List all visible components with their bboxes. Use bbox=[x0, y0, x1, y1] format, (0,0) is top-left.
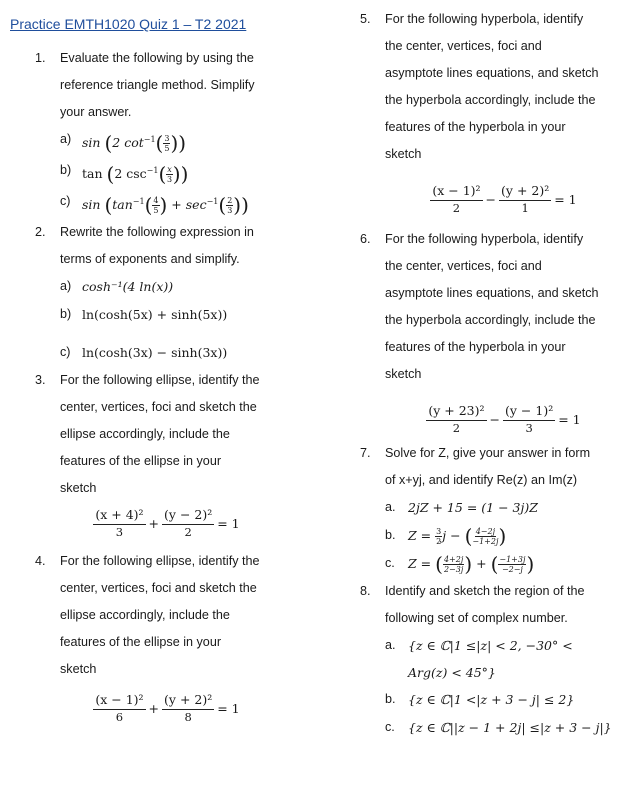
question-text-line: your answer. bbox=[60, 105, 132, 119]
q7-part-c bbox=[360, 550, 630, 578]
question-4 bbox=[8, 548, 308, 683]
q7c-expression: Z = ( $\frac{4+2j}{2-3j}$ ) + ( $\frac{-1+3j}{-2-j}$ ) bbox=[408, 552, 535, 576]
question-8 bbox=[360, 578, 630, 632]
part-label: b) bbox=[60, 163, 72, 178]
part-label: b. bbox=[385, 692, 396, 706]
q2-part-a bbox=[8, 273, 308, 301]
q1-part-c bbox=[8, 188, 308, 219]
question-text-line: following set of complex number. bbox=[385, 611, 568, 625]
part-label: b. bbox=[385, 528, 396, 542]
question-text-line: asymptote lines equations, and sketch bbox=[385, 66, 599, 80]
question-2 bbox=[8, 219, 308, 273]
q8a-expression-line-2: Arg(z) < 45°} bbox=[408, 665, 496, 680]
q8-part-c bbox=[360, 714, 630, 742]
question-number: 3. bbox=[35, 373, 46, 388]
question-text-line: sketch bbox=[60, 481, 97, 496]
part-label: c) bbox=[60, 345, 71, 360]
question-text-line: For the following ellipse, identify the bbox=[60, 373, 260, 388]
question-number: 1. bbox=[35, 51, 46, 65]
question-3 bbox=[8, 367, 308, 502]
question-5 bbox=[360, 6, 630, 168]
q7-part-b bbox=[360, 522, 630, 550]
question-number: 8. bbox=[360, 584, 371, 598]
question-text-line: ellipse accordingly, include the bbox=[60, 427, 230, 442]
part-label: a. bbox=[385, 500, 396, 514]
q7a-expression: 2jZ + 15 = (1 − 3j)Z bbox=[408, 500, 538, 515]
part-label: c. bbox=[385, 556, 395, 570]
q7b-expression: Z = $\frac{3}{2}$ j − ( $\frac{4-2j}{-1+2j}$ ) bbox=[408, 524, 507, 548]
question-number: 7. bbox=[360, 446, 371, 460]
q8-part-a bbox=[360, 632, 630, 686]
q1-part-a bbox=[8, 126, 308, 157]
q3-ellipse-equation: (x + 4)² 3 + $\frac{\text{(y − 2)²}}{2}$ = 1 bbox=[95, 507, 240, 540]
q8b-expression: {z ∈ ℂ|1 <|z + 3 − j| ≤ 2} bbox=[408, 692, 575, 707]
q4-ellipse-equation: (x − 1)² 6 + $\frac{\text{(y + 2)²}}{8}$ = 1 bbox=[95, 692, 240, 725]
q2c-expression: ln(cosh(3x) − sinh(3x)) bbox=[82, 345, 228, 361]
q7-part-a bbox=[360, 494, 630, 522]
question-text-line: the hyperbola accordingly, include the bbox=[385, 313, 596, 327]
q2-part-c bbox=[8, 339, 308, 367]
question-text-line: features of the hyperbola in your bbox=[385, 120, 566, 134]
question-text-line: the center, vertices, foci and bbox=[385, 39, 542, 53]
question-number: 5. bbox=[360, 12, 371, 26]
q1a-expression: sin (2 $\cot^{-1}$( $\frac{3}{5}$ )) bbox=[82, 131, 187, 156]
left-column bbox=[8, 0, 308, 725]
question-text-line: reference triangle method. Simplify bbox=[60, 78, 255, 92]
question-text-line: sketch bbox=[60, 662, 97, 677]
question-text-line: center, vertices, foci and sketch the bbox=[60, 581, 257, 596]
q2a-expression: cosh⁻¹(4 ln(x)) bbox=[82, 279, 174, 295]
q1b-expression: tan (2 $\csc^{-1}$( $\frac{x}{3}$ )) bbox=[82, 162, 189, 187]
question-text-line: terms of exponents and simplify. bbox=[60, 252, 240, 267]
question-text-line: asymptote lines equations, and sketch bbox=[385, 286, 599, 300]
q5-hyperbola-equation: (x − 1)² 2 − $\frac{\text{(y + 2)²}}{1}$ = 1 bbox=[432, 183, 577, 215]
question-text-line: For the following hyperbola, identify bbox=[385, 12, 584, 26]
question-text-line: sketch bbox=[385, 367, 422, 381]
question-text-line: Solve for Z, give your answer in form bbox=[385, 446, 591, 460]
question-7 bbox=[360, 440, 630, 494]
question-6 bbox=[360, 226, 630, 388]
question-text-line: features of the ellipse in your bbox=[60, 635, 222, 650]
question-text-line: For the following ellipse, identify the bbox=[60, 554, 260, 569]
question-text-line: of x+yj, and identify Re(z) an Im(z) bbox=[385, 473, 578, 487]
question-text-line: center, vertices, foci and sketch the bbox=[60, 400, 257, 415]
question-text-line: For the following hyperbola, identify bbox=[385, 232, 584, 246]
question-number: 4. bbox=[35, 554, 46, 569]
q8c-expression: {z ∈ ℂ||z − 1 + 2j| ≤|z + 3 − j|} bbox=[408, 720, 612, 735]
right-column bbox=[360, 0, 630, 742]
part-label: a. bbox=[385, 638, 396, 652]
question-text-line: the center, vertices, foci and bbox=[385, 259, 542, 273]
question-1 bbox=[8, 45, 308, 126]
question-number: 6. bbox=[360, 232, 371, 246]
question-text-line: sketch bbox=[385, 147, 422, 161]
question-text-line: features of the hyperbola in your bbox=[385, 340, 566, 354]
q2-part-b bbox=[8, 301, 308, 329]
question-text-line: the hyperbola accordingly, include the bbox=[385, 93, 596, 107]
question-number: 2. bbox=[35, 225, 46, 240]
q8-part-b bbox=[360, 686, 630, 714]
q6-hyperbola-equation: (y + 23)² 2 − $\frac{\text{(y − 1)²}}{3}$ = 1 bbox=[428, 403, 581, 435]
part-label: c. bbox=[385, 720, 395, 734]
page-title: Practice EMTH1020 Quiz 1 – T2 2021 bbox=[10, 16, 247, 32]
question-text-line: Evaluate the following by using the bbox=[60, 51, 254, 65]
q8a-expression-line-1: {z ∈ ℂ|1 ≤|z| < 2, −30° < bbox=[408, 638, 573, 653]
question-text-line: Identify and sketch the region of the bbox=[385, 584, 585, 598]
q1c-expression: $\sin (\tan^{-1}$( $\frac{4}{5}$ ) + $\sec^{-1}$( $\frac{2}{3}$ )) bbox=[82, 193, 249, 218]
part-label: b) bbox=[60, 307, 72, 322]
question-text-line: ellipse accordingly, include the bbox=[60, 608, 230, 623]
question-text-line: features of the ellipse in your bbox=[60, 454, 222, 469]
question-text-line: Rewrite the following expression in bbox=[60, 225, 254, 240]
part-label: c) bbox=[60, 194, 71, 209]
part-label: a) bbox=[60, 279, 72, 294]
part-label: a) bbox=[60, 132, 72, 146]
q2b-expression: ln(cosh(5x) + sinh(5x)) bbox=[82, 307, 228, 323]
q1-part-b bbox=[8, 157, 308, 188]
